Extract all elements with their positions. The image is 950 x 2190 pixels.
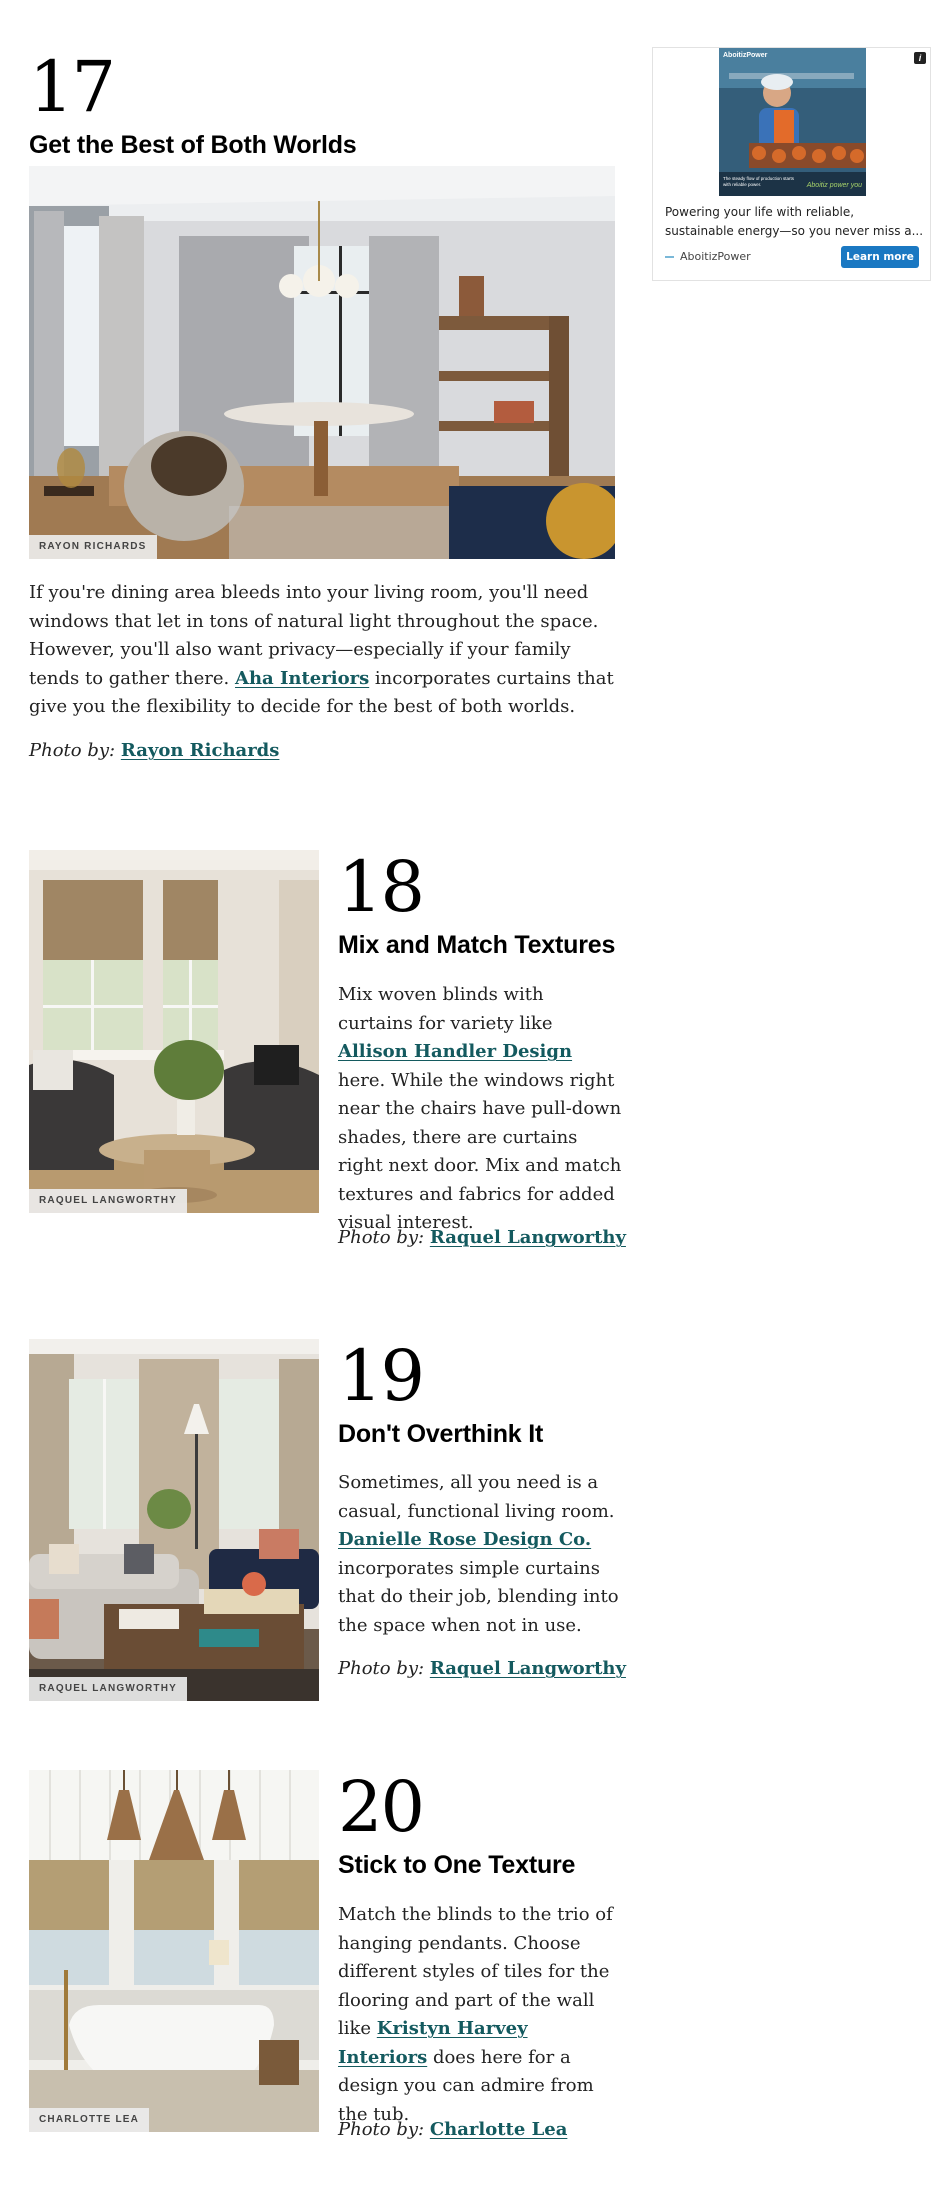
item-description bbox=[338, 1901, 623, 2129]
living-room-chairs-photo bbox=[29, 850, 319, 1213]
description-text: here. While the windows right near the chairs have pull-down shades, there are curtains right next door. Mix and match textures and fabrics for added visual interest. bbox=[338, 1069, 622, 1233]
designer-link[interactable]: Danielle Rose Design Co. bbox=[338, 1529, 592, 1550]
designer-link[interactable]: Kristyn Harvey Interiors bbox=[338, 2018, 528, 2068]
designer-link[interactable]: Aha Interiors bbox=[235, 667, 370, 689]
photo-credit bbox=[338, 1656, 626, 1682]
description-text: does here for a design you can admire from the tub. bbox=[338, 2046, 594, 2125]
description-text: If you're dining area bleeds into your living room, you'll need windows that let in tons of natural light throughout the space. However, you'll also want privacy—especially if your family tends to gather there. bbox=[29, 582, 599, 689]
item-title: Stick to One Texture bbox=[338, 1851, 576, 1879]
photographer-link[interactable]: Raquel Langworthy bbox=[429, 1658, 626, 1679]
credit-prefix: Photo by: bbox=[338, 1227, 425, 1248]
item-title: Mix and Match Textures bbox=[338, 931, 616, 959]
description-text: incorporates simple curtains that do their job, blending into the space when not in use. bbox=[338, 1557, 619, 1636]
photographer-link[interactable]: Rayon Richards bbox=[120, 740, 280, 761]
ad-brand bbox=[665, 250, 751, 263]
photo-credit-tag: RAQUEL LANGWORTHY bbox=[29, 1677, 187, 1701]
photographer-link[interactable]: Charlotte Lea bbox=[429, 2119, 568, 2140]
photo-credit-tag: RAQUEL LANGWORTHY bbox=[29, 1189, 187, 1213]
item-number: 17 bbox=[29, 46, 115, 128]
item-description bbox=[338, 1469, 628, 1640]
photo-credit-tag: RAYON RICHARDS bbox=[29, 535, 157, 559]
description-text: incorporates curtains that give you the flexibility to decide for the best of both worlds. bbox=[29, 667, 614, 717]
brand-dash-icon bbox=[665, 256, 674, 258]
ad-brand-label: AboitizPower bbox=[680, 250, 751, 263]
item-title: Don't Overthink It bbox=[338, 1420, 544, 1448]
photo-credit bbox=[338, 1225, 626, 1251]
credit-prefix: Photo by: bbox=[338, 1658, 425, 1679]
ad-image[interactable] bbox=[719, 48, 866, 196]
credit-prefix: Photo by: bbox=[29, 740, 116, 761]
bathroom-photo bbox=[29, 1770, 319, 2132]
photo-credit-tag: CHARLOTTE LEA bbox=[29, 2108, 149, 2132]
credit-prefix: Photo by: bbox=[338, 2119, 425, 2140]
description-text: Sometimes, all you need is a casual, functional living room. bbox=[338, 1472, 615, 1522]
item-number: 20 bbox=[338, 1766, 424, 1848]
description-text: Match the blinds to the trio of hanging pendants. Choose different styles of tiles for the flooring and part of the wall like bbox=[338, 1904, 613, 2039]
advertisement[interactable] bbox=[652, 47, 931, 281]
ad-info-icon[interactable]: i bbox=[914, 52, 926, 64]
casual-living-room-photo bbox=[29, 1339, 319, 1701]
ad-image-brand: AboitizPower bbox=[723, 52, 768, 59]
ad-learn-more-button[interactable]: Learn more bbox=[841, 246, 919, 268]
item-title: Get the Best of Both Worlds bbox=[29, 131, 357, 159]
ad-image-tagline: Aboitiz power you bbox=[806, 182, 862, 189]
item-number: 18 bbox=[338, 846, 424, 928]
item-description bbox=[338, 981, 623, 1238]
item-number: 19 bbox=[338, 1335, 424, 1417]
photo-credit bbox=[29, 738, 279, 764]
ad-copy[interactable]: Powering your life with reliable, sustainable energy—so you never miss a... bbox=[665, 205, 924, 238]
designer-link[interactable]: Allison Handler Design bbox=[338, 1041, 573, 1062]
dining-room-photo bbox=[29, 166, 615, 559]
item-description bbox=[29, 579, 619, 722]
photographer-link[interactable]: Raquel Langworthy bbox=[429, 1227, 626, 1248]
ad-image-caption: The steady flow of production starts with reliable power. bbox=[723, 176, 795, 187]
description-text: Mix woven blinds with curtains for variety like bbox=[338, 984, 553, 1034]
photo-credit bbox=[338, 2117, 567, 2143]
